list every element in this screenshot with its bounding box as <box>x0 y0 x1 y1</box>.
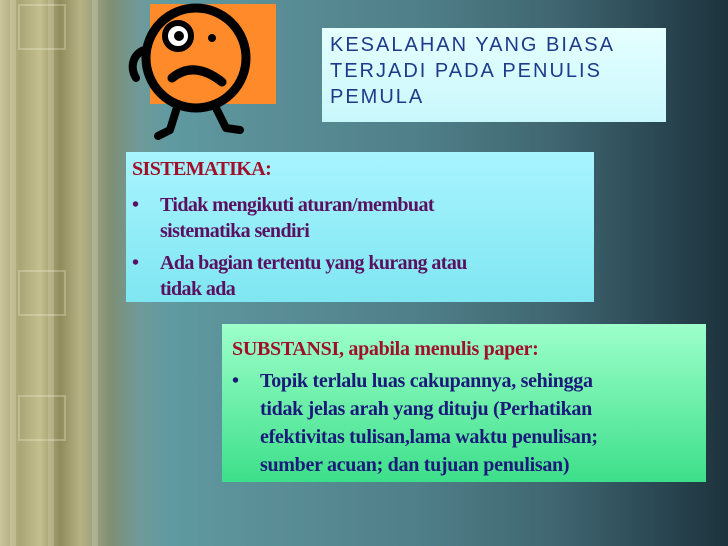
title-line-2: TERJADI PADA PENULIS <box>330 60 602 82</box>
substansi-heading-rest: , apabila menulis paper: <box>338 338 539 360</box>
title-line-1: KESALAHAN YANG BIASA <box>330 34 615 56</box>
substansi-box <box>222 324 706 482</box>
title-line-3: PEMULA <box>330 86 425 108</box>
sistematika-item-2-line-1: Ada bagian tertentu yang kurang atau <box>160 252 467 274</box>
decor-tile <box>18 270 66 316</box>
sistematika-heading: SISTEMATIKA: <box>132 158 272 180</box>
bullet: • <box>232 370 239 392</box>
title-box <box>322 28 666 122</box>
sistematika-item-2-line-2: tidak ada <box>160 278 236 300</box>
sistematika-item-1-line-2: sistematika sendiri <box>160 220 310 242</box>
substansi-heading <box>232 338 538 361</box>
substansi-line-1: Topik terlalu luas cakupannya, sehingga <box>260 370 593 392</box>
substansi-heading-bold: SUBSTANSI <box>232 338 339 360</box>
decor-tile <box>18 4 66 50</box>
worried-face-character-icon <box>122 0 282 150</box>
substansi-line-2: tidak jelas arah yang dituju (Perhatikan <box>260 398 592 420</box>
substansi-line-3: efektivitas tulisan,lama waktu penulisan; <box>260 426 598 448</box>
bullet: • <box>132 194 139 216</box>
sistematika-item-1-line-1: Tidak mengikuti aturan/membuat <box>160 194 434 216</box>
bullet: • <box>132 252 139 274</box>
decor-tile <box>18 395 66 441</box>
substansi-line-4: sumber acuan; dan tujuan penulisan) <box>260 454 570 476</box>
sistematika-box <box>126 152 594 302</box>
